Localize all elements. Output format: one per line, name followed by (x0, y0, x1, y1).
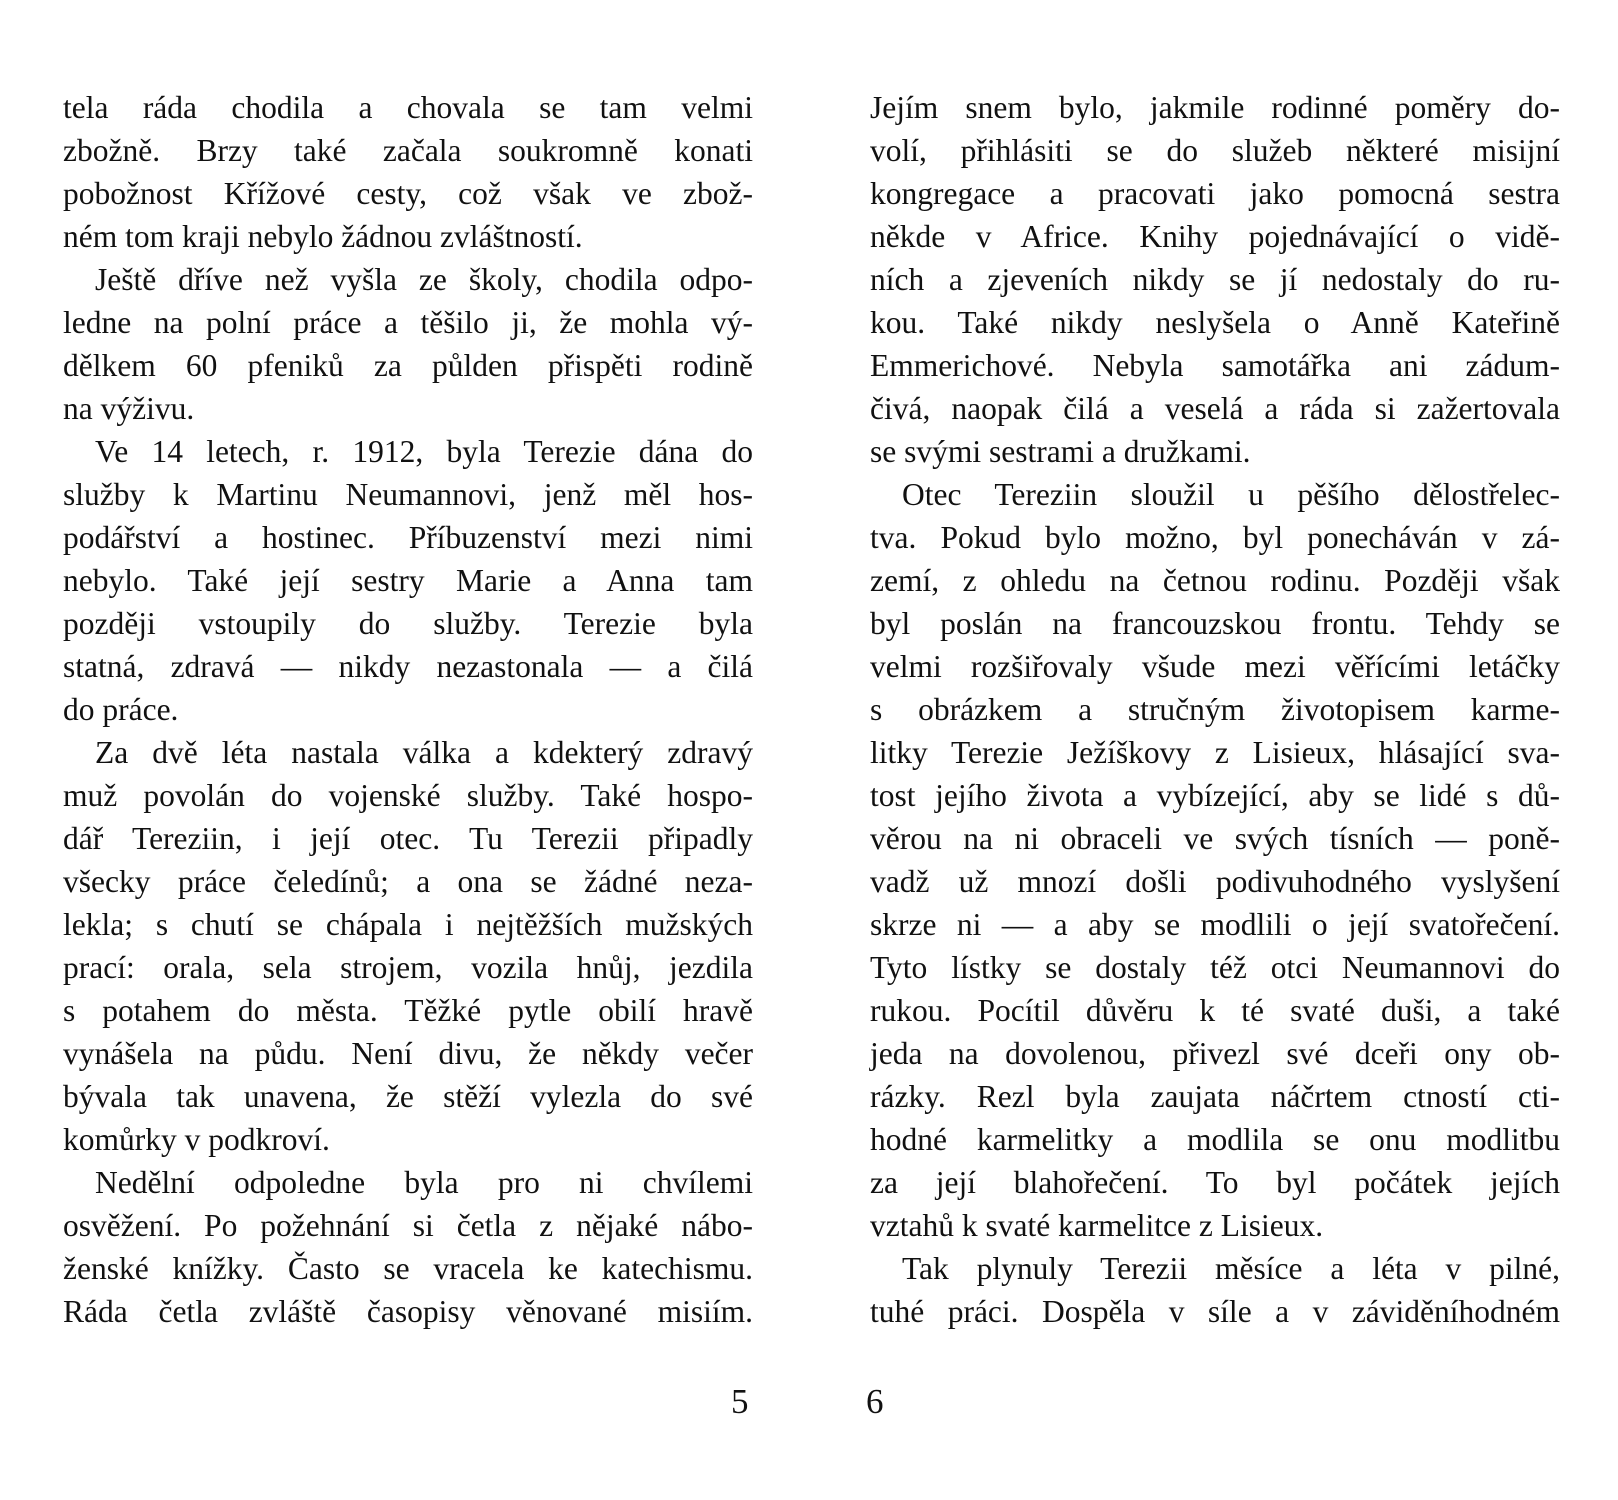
text-line: Za dvě léta nastala válka a kdekterý zdravý (95, 735, 753, 770)
text-line: s potahem do města. Těžké pytle obilí hravě (63, 993, 753, 1028)
text-line: Nedělní odpoledne byla pro ni chvílemi (95, 1165, 753, 1200)
text-line: volí, přihlásiti se do služeb některé misijní (870, 133, 1560, 168)
text-line: Tyto lístky se dostaly též otci Neumannovi do (870, 950, 1560, 985)
text-line: muž povolán do vojenské služby. Také hospo- (63, 778, 753, 813)
text-line: tost jejího života a vybízející, aby se lidé s dů- (870, 778, 1560, 813)
text-line: vadž už mnozí došli podivuhodného vyslyšení (870, 864, 1560, 899)
text-line: Tak plynuly Terezii měsíce a léta v pilné, (902, 1251, 1560, 1286)
text-line: skrze ni — a aby se modlili o její svatořečení. (870, 907, 1560, 942)
text-line: vynášela na půdu. Není divu, že někdy večer (63, 1036, 753, 1071)
text-line: statná, zdravá — nikdy nezastonala — a čilá (63, 649, 753, 684)
text-line: lekla; s chutí se chápala i nejtěžších mužských (63, 907, 753, 942)
text-line: Jejím snem bylo, jakmile rodinné poměry do- (870, 90, 1560, 125)
text-line: tuhé práci. Dospěla v síle a v záviděníhodném (870, 1294, 1560, 1329)
text-line: byl poslán na francouzskou frontu. Tehdy se (870, 606, 1560, 641)
text-line: nebylo. Také její sestry Marie a Anna tam (63, 563, 753, 598)
text-line: kou. Také nikdy neslyšela o Anně Kateřině (870, 305, 1560, 340)
text-line: zbožně. Brzy také začala soukromně konati (63, 133, 753, 168)
text-line: litky Terezie Ježíškovy z Lisieux, hlásající sva- (870, 735, 1560, 770)
text-line: dář Tereziin, i její otec. Tu Terezii připadly (63, 821, 753, 856)
text-line: ženské knížky. Často se vracela ke katechismu. (63, 1251, 753, 1286)
text-line: na výživu. (63, 391, 195, 426)
text-line: hodné karmelitky a modlila se onu modlitbu (870, 1122, 1560, 1157)
text-line: s obrázkem a stručným životopisem karme- (870, 692, 1560, 727)
text-line: komůrky v podkroví. (63, 1122, 330, 1157)
text-line: tela ráda chodila a chovala se tam velmi (63, 90, 753, 125)
text-line: pobožnost Křížové cesty, což však ve zbož- (63, 176, 753, 211)
text-line: ledne na polní práce a těšilo ji, že mohla vý- (63, 305, 753, 340)
text-line: všecky práce čeledínů; a ona se žádné neza- (63, 864, 753, 899)
text-line: tva. Pokud bylo možno, byl ponecháván v zá- (870, 520, 1560, 555)
text-line: Ještě dříve než vyšla ze školy, chodila odpo- (95, 262, 753, 297)
text-line: ném tom kraji nebylo žádnou zvláštností. (63, 219, 583, 254)
text-line: čivá, naopak čilá a veselá a ráda si zažertovala (870, 391, 1560, 426)
text-line: velmi rozšiřovaly všude mezi věřícími letáčky (870, 649, 1560, 684)
text-line: za její blahořečení. To byl počátek jejích (870, 1165, 1560, 1200)
text-line: Otec Tereziin sloužil u pěšího dělostřelec- (902, 477, 1560, 512)
text-line: ních a zjeveních nikdy se jí nedostaly do ru- (870, 262, 1560, 297)
text-line: osvěžení. Po požehnání si četla z nějaké nábo- (63, 1208, 753, 1243)
text-line: kongregace a pracovati jako pomocná sestra (870, 176, 1560, 211)
left-page-text (63, 86, 753, 1333)
text-line: rázky. Rezl byla zaujata náčrtem ctností cti- (870, 1079, 1560, 1114)
text-line: někde v Africe. Knihy pojednávající o vidě- (870, 219, 1560, 254)
page-number-right: 6 (866, 1382, 884, 1421)
text-line: podářství a hostinec. Příbuzenství mezi nimi (63, 520, 753, 555)
text-line: se svými sestrami a družkami. (870, 434, 1251, 469)
text-line: věrou na ni obraceli ve svých tísních — poně- (870, 821, 1560, 856)
text-line: Ráda četla zvláště časopisy věnované misiím. (63, 1294, 753, 1329)
text-line: později vstoupily do služby. Terezie byla (63, 606, 753, 641)
text-line: do práce. (63, 692, 179, 727)
text-line: zemí, z ohledu na četnou rodinu. Později však (870, 563, 1560, 598)
right-page-text (870, 86, 1560, 1333)
text-line: Emmerichové. Nebyla samotářka ani zádum- (870, 348, 1560, 383)
text-line: Ve 14 letech, r. 1912, byla Terezie dána do (95, 434, 753, 469)
text-line: vztahů k svaté karmelitce z Lisieux. (870, 1208, 1324, 1243)
text-line: rukou. Pocítil důvěru k té svaté duši, a také (870, 993, 1560, 1028)
text-line: prací: orala, sela strojem, vozila hnůj, jezdila (63, 950, 753, 985)
text-line: bývala tak unavena, že stěží vylezla do své (63, 1079, 753, 1114)
text-line: služby k Martinu Neumannovi, jenž měl hos- (63, 477, 753, 512)
text-line: jeda na dovolenou, přivezl své dceři ony ob- (870, 1036, 1560, 1071)
text-line: dělkem 60 pfeniků za půlden přispěti rodině (63, 348, 753, 383)
page-number-left: 5 (731, 1382, 749, 1421)
